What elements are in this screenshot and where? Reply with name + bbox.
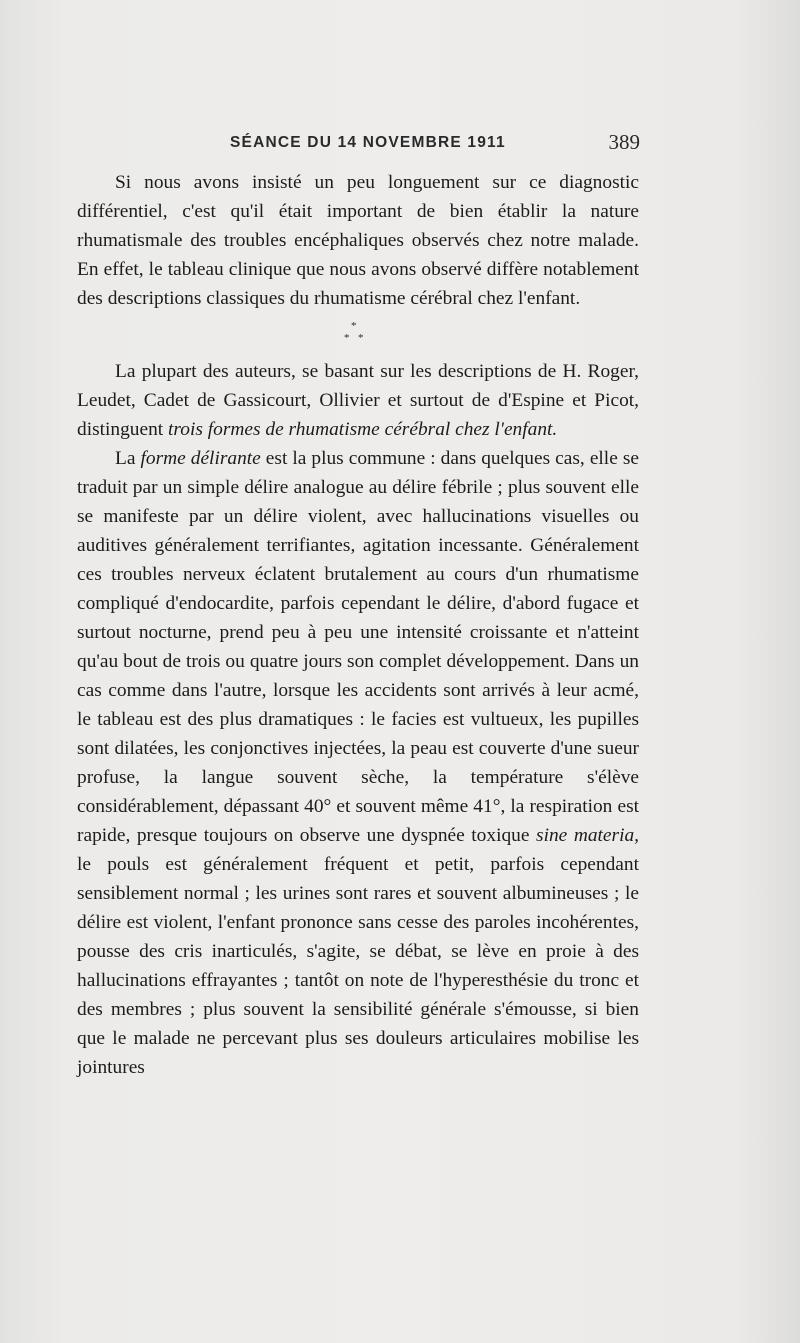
asterism-star-left: * bbox=[344, 332, 350, 344]
paragraph-italic-text: forme délirante bbox=[140, 448, 261, 469]
paragraph-three-forms bbox=[77, 357, 639, 444]
paragraph-italic-text: trois formes de rhumatisme cérébral chez l'enfant. bbox=[168, 419, 558, 440]
paragraph-text: Si nous avons insisté un peu longuement sur ce diagnostic différentiel, c'est qu'il était important de bien établir la nature rhumatismale des troubles encéphaliques observés chez notre malade. En effet, le tableau clinique que nous avons observé diffère notablement des descriptions classiques du rhumatisme cérébral chez l'enfant. bbox=[77, 172, 639, 309]
page-number: 389 bbox=[608, 130, 640, 154]
paragraph-delirious-form bbox=[77, 444, 639, 1082]
body-text bbox=[77, 168, 639, 1082]
asterism-star-top: * bbox=[351, 320, 357, 332]
paragraph-text: est la plus commune : dans quelques cas, elle se traduit par un simple délire analogue au délire fébrile ; plus souvent elle se manifeste par un délire violent, avec hallucinations visuelles ou auditives généralement terrifiantes, agitation incessante. Généralement ces troubles nerveux éclatent brutalement au cours d'un rhumatisme compliqué d'endocardite, parfois cependant le délire, d'abord fugace et surtout nocturne, prend peu à peu une intensité croissante et n'atteint qu'au bout de trois ou quatre jours son complet développement. Dans un cas comme dans l'autre, lorsque les accidents sont arrivés à leur acmé, le tableau est des plus dramatiques : le facies est vultueux, les pupilles sont dilatées, les conjonctives injectées, la peau est couverte d'une sueur profuse, la langue souvent sèche, la température s'élève considérablement, dépassant 40° et souvent même 41°, la respiration est rapide, presque toujours on observe une dyspnée toxique bbox=[77, 448, 639, 846]
paragraph-italic-text: sine materia, bbox=[536, 825, 639, 846]
paragraph-text: La plupart des auteurs, se basant sur les descriptions de H. Roger, Leudet, Cadet de Gassicourt, Ollivier et surtout de d'Espine et Picot, distinguent bbox=[77, 361, 639, 440]
paragraph-text: le pouls est généralement fréquent et petit, parfois cependant sensiblement normal ; les urines sont rares et souvent albumineuses ; le délire est violent, l'enfant prononce sans cesse des paroles incohérentes, pousse des cris inarticulés, s'agite, se débat, se lève en proie à des hallucinations effrayantes ; tantôt on note de l'hyperesthésie du tronc et des membres ; plus souvent la sensibilité générale s'émousse, si bien que le malade ne percevant plus ses douleurs articulaires mobilise les jointures bbox=[77, 854, 639, 1078]
asterism-star-right: * bbox=[358, 332, 364, 344]
page-header bbox=[230, 130, 640, 158]
paragraph-differential-diagnosis bbox=[77, 168, 639, 313]
asterism-separator bbox=[77, 313, 639, 357]
running-head: SÉANCE DU 14 NOVEMBRE 1911 bbox=[230, 134, 506, 151]
paragraph-text: La bbox=[115, 448, 136, 469]
